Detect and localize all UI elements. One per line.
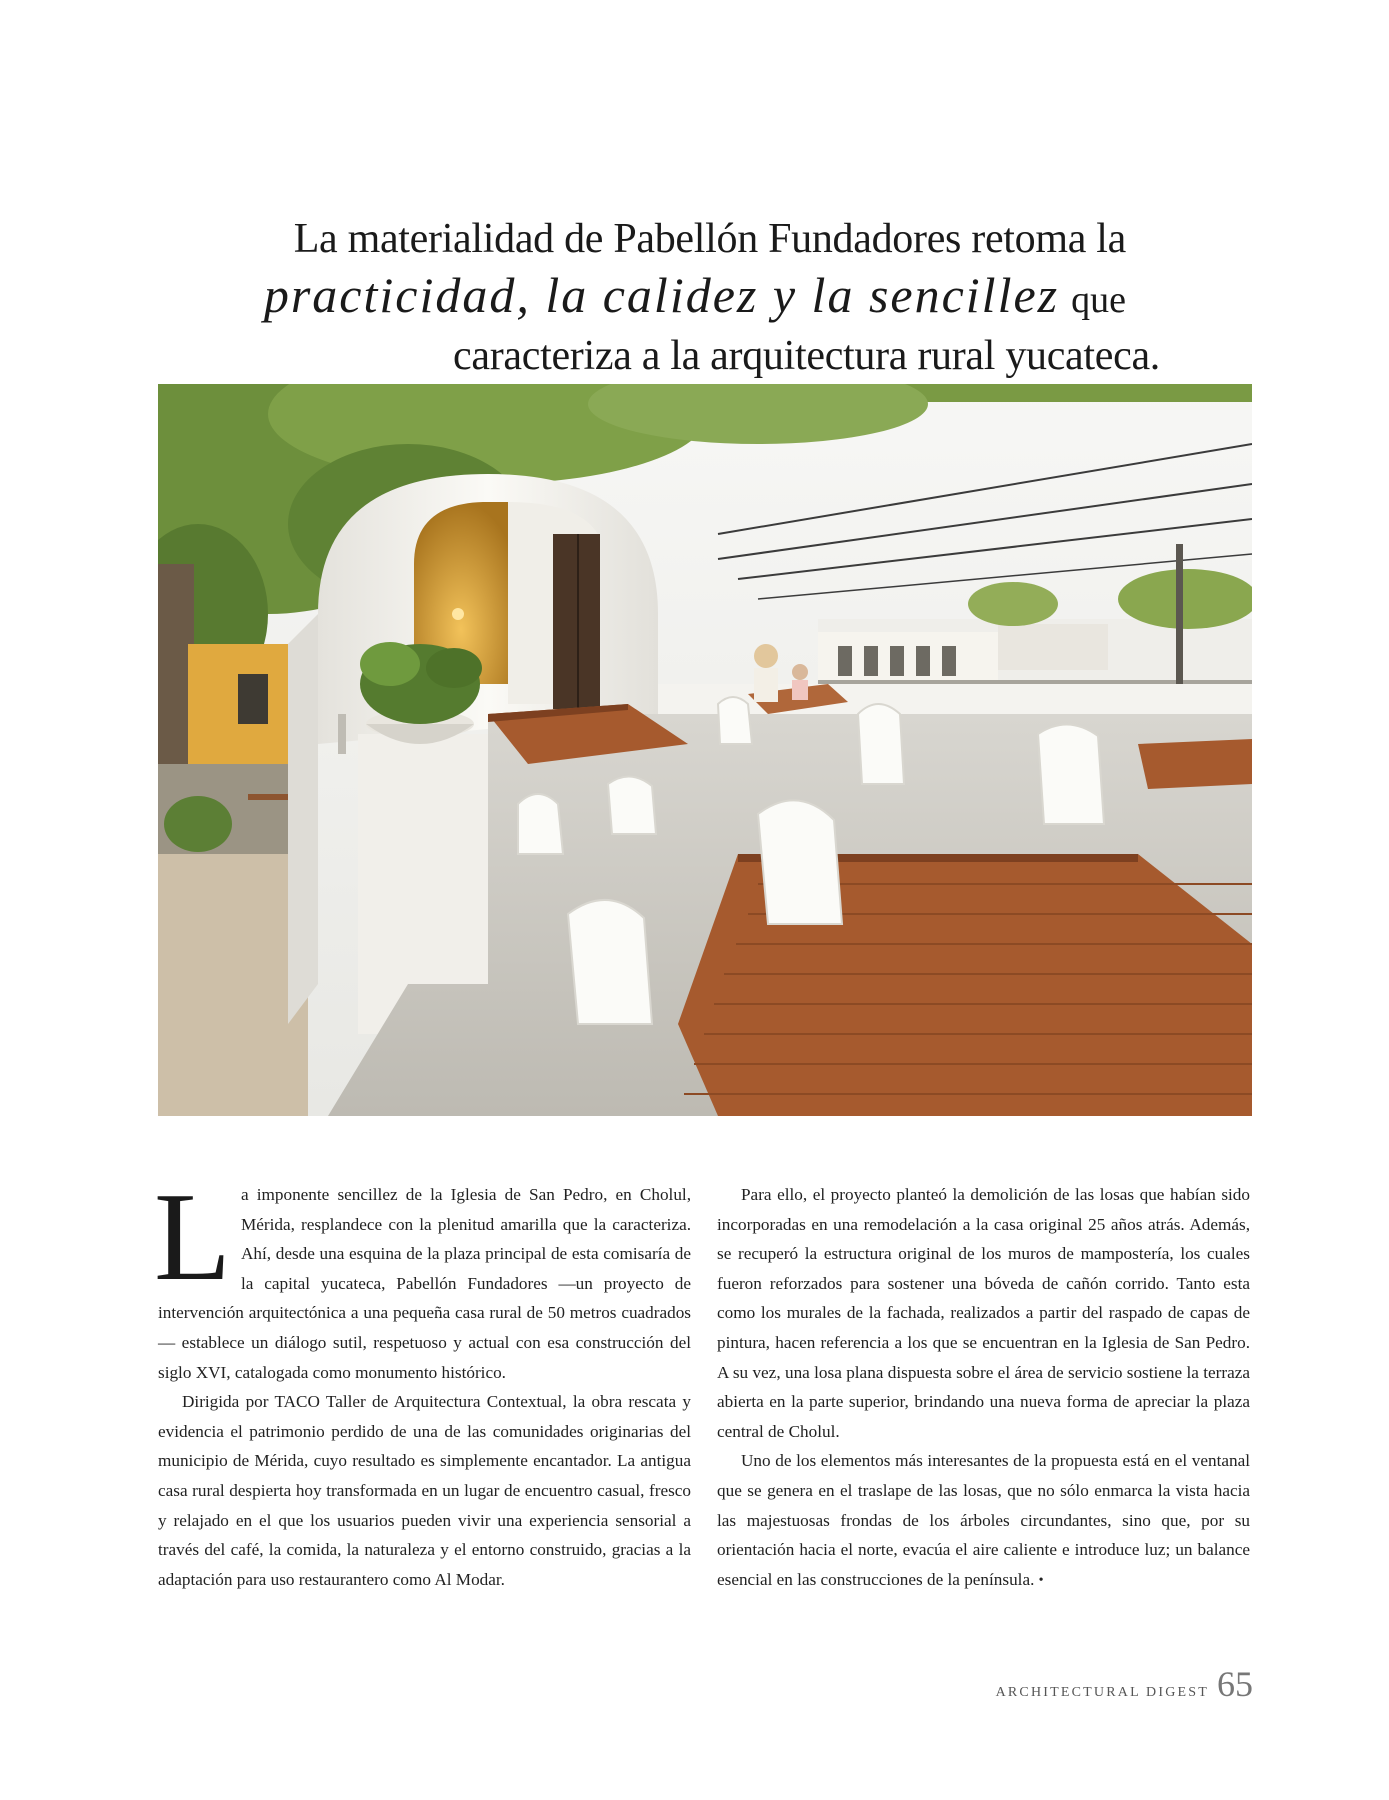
headline-line-1: La materialidad de Pabellón Fundadores retoma la (293, 216, 1126, 262)
headline-line-2 (200, 266, 1160, 329)
drop-cap: L (154, 1168, 231, 1307)
article-column-right (717, 1180, 1250, 1595)
headline (200, 212, 1160, 383)
article-column-left (154, 1168, 691, 1594)
article-paragraph-1-text: a imponente sencillez de la Iglesia de San Pedro, en Cholul, Mérida, resplandece con la plenitud amarilla que la caracteriza. Ahí, desde una esquina de la plaza principal de esta comisaría de la capital yucateca, Pabellón Fundadores —un proyecto de intervención arquitectónica a una pequeña casa rural de 50 metros cuadrados— establece un diálogo sutil, respetuoso y actual con esa construcción del siglo XVI, catalogada como monumento histórico. (158, 1185, 691, 1382)
article-paragraph-4 (717, 1446, 1250, 1595)
headline-line-3: caracteriza a la arquitectura rural yucateca. (453, 333, 1160, 379)
article-paragraph-1 (154, 1168, 691, 1387)
article-paragraph-2: Dirigida por TACO Taller de Arquitectura Contextual, la obra rescata y evidencia el patrimonio perdido de una de las comunidades originarias del municipio de Mérida, cuyo resultado es simplemente encantador. La antigua casa rural despierta hoy transformada en un lugar de encuentro casual, fresco y relajado en el que los usuarios pueden vivir una experiencia sensorial a través del café, la comida, la naturaleza y el entorno construido, gracias a la adaptación para uso restaurantero como Al Modar. (158, 1392, 691, 1589)
page-number: 65 (1217, 1664, 1253, 1704)
page-footer (996, 1666, 1253, 1702)
headline-line-2-tail: que (1071, 279, 1126, 321)
end-mark: • (1038, 1572, 1044, 1588)
pavilion-photo (158, 384, 1252, 1116)
headline-script-phrase: practicidad, la calidez y la sencillez (263, 267, 1060, 323)
article-paragraph-4-text: Uno de los elementos más interesantes de la propuesta está en el ventanal que se genera en el traslape de las losas, que no sólo enmarca la vista hacia las majestuosas frondas de los árboles circundantes, sino que, por su orientación hacia el norte, evacúa el aire caliente e introduce luz; un balance esencial en las construcciones de la península. (717, 1451, 1250, 1589)
article-paragraph-3: Para ello, el proyecto planteó la demolición de las losas que habían sido incorporadas en una remodelación a la casa original 25 años atrás. Además, se recuperó la estructura original de los muros de mampostería, los cuales fueron reforzados para sostener una bóveda de cañón corrido. Tanto esta como los murales de la fachada, realizados a partir del raspado de capas de pintura, hacen referencia a los que se encuentran en la Iglesia de San Pedro. A su vez, una losa plana dispuesta sobre el área de servicio sostiene la terraza abierta en la parte superior, brindando una nueva forma de apreciar la plaza central de Cholul. (717, 1185, 1250, 1441)
magazine-name: ARCHITECTURAL DIGEST (995, 1685, 1209, 1700)
